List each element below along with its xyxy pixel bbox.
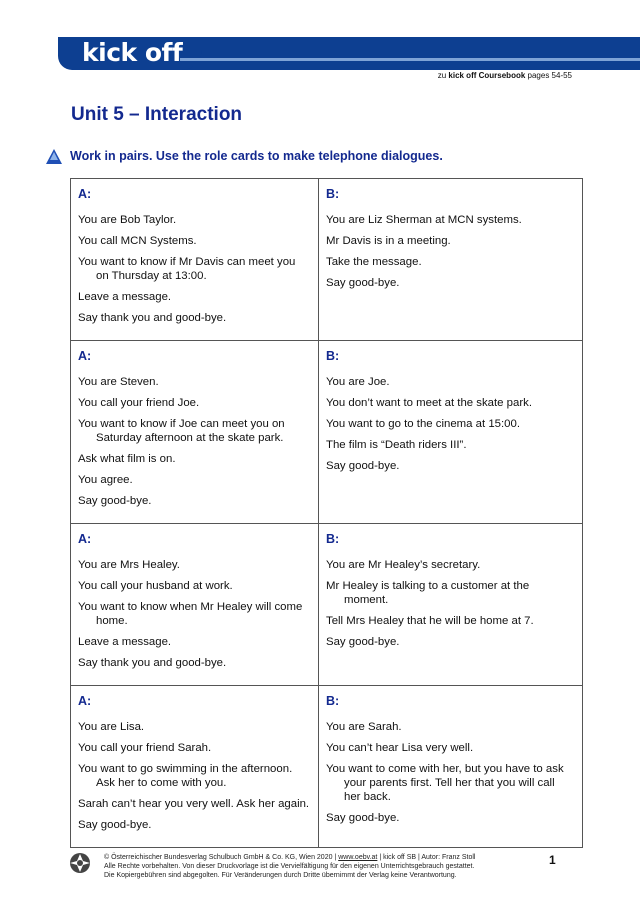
role-card-line: You are Mrs Healey. [78,559,180,571]
role-card-label: B: [326,694,340,708]
role-card-line: Tell Mrs Healey that he will be home at 7. [326,615,534,627]
coursebook-reference [438,71,572,80]
role-card-line: You want to know if Mr Davis can meet you on Thursday at 13:00. [78,256,296,282]
role-card-line: Say good-bye. [326,636,400,648]
role-card-line: You are Steven. [78,376,159,388]
role-card-label: A: [78,349,92,363]
role-card-label: B: [326,532,340,546]
header-banner-stripe [180,58,640,61]
role-card-line: You want to know when Mr Healey will come home. [78,601,303,627]
role-cards-table [70,178,583,848]
footer-book: kick off SB [383,854,417,861]
role-card-line: Say good-bye. [326,460,400,472]
role-card-1-a [71,179,319,341]
role-card-line: You are Sarah. [326,721,402,733]
role-card-line: Say good-bye. [78,819,152,831]
ref-book: kick off Coursebook [448,71,526,80]
role-card-line: Sarah can’t hear you very well. Ask her again. [78,798,310,810]
role-card-label: A: [78,694,92,708]
triangle-icon [46,149,62,164]
role-card-line: Leave a message. [78,636,172,648]
role-card-line: You can’t hear Lisa very well. [326,742,474,754]
role-card-4-b [319,686,582,848]
role-card-line: Say good-bye. [78,495,152,507]
role-card-4-a [71,686,319,848]
footer-author: Autor: Franz Stoll [421,854,476,861]
role-card-line: The film is “Death riders III”. [326,439,467,451]
role-card-line: You are Joe. [326,376,390,388]
role-card-line: You are Lisa. [78,721,145,733]
role-card-line: Say good-bye. [326,277,400,289]
role-card-label: A: [78,532,92,546]
ref-pages: pages 54-55 [525,71,572,80]
role-card-2-b [319,341,582,524]
role-card-3-a [71,524,319,686]
role-card-line: You want to go to the cinema at 15:00. [326,418,520,430]
footer-copyright-text: © Österreichischer Bundesverlag Schulbuch GmbH & Co. KG, Wien 2020 [104,854,333,861]
role-card-line: You call your friend Sarah. [78,742,212,754]
role-card-2-a [71,341,319,524]
footer-link[interactable]: www.oebv.at [338,854,378,861]
role-card-line: You are Liz Sherman at MCN systems. [326,214,522,226]
oebv-logo-icon [68,851,92,875]
role-card-line: You call MCN Systems. [78,235,197,247]
footer-line-3: Die Kopiergebühren sind abgegolten. Für Veränderungen durch Dritte übernimmt der Verlag keine Verantwortung. [104,872,457,879]
role-card-line: You call your friend Joe. [78,397,200,409]
role-card-line: Mr Healey is talking to a customer at the moment. [326,580,530,606]
footer-line-1: © Österreichischer Bundesverlag Schulbuch GmbH & Co. KG, Wien 2020 | www.oebv.at | kick off SB | Autor: Franz Stoll [104,854,476,861]
role-card-line: Ask what film is on. [78,453,176,465]
role-card-line: Mr Davis is in a meeting. [326,235,451,247]
role-card-line: Say thank you and good-bye. [78,657,227,669]
role-card-label: B: [326,187,340,201]
role-card-3-b [319,524,582,686]
page-number: 1 [549,853,556,867]
role-card-line: Leave a message. [78,291,172,303]
role-card-line: You want to know if Joe can meet you on Saturday afternoon at the skate park. [78,418,285,444]
role-card-label: A: [78,187,92,201]
role-card-label: B: [326,349,340,363]
ref-prefix: zu [437,71,449,80]
role-card-line: You want to come with her, but you have to ask your parents first. Tell her that you will call her back. [326,763,564,803]
role-card-line: Say good-bye. [326,812,400,824]
page-title: Unit 5 – Interaction [71,104,243,125]
instruction-text: Work in pairs. Use the role cards to make telephone dialogues. [70,149,443,163]
footer-line-2: Alle Rechte vorbehalten. Von dieser Druckvorlage ist die Vervielfältigung für den eigenen Unterrichtsgebrauch gestattet. [104,863,475,870]
role-card-line: You call your husband at work. [78,580,233,592]
role-card-line: You are Bob Taylor. [78,214,177,226]
role-card-line: You are Mr Healey’s secretary. [326,559,481,571]
role-card-line: Take the message. [326,256,422,268]
role-card-line: You don’t want to meet at the skate park. [326,397,533,409]
role-card-line: Say thank you and good-bye. [78,312,227,324]
role-card-line: You want to go swimming in the afternoon. Ask her to come with you. [78,763,293,789]
brand-logo: kick off [82,38,183,67]
role-card-1-b [319,179,582,341]
footer-copyright [104,853,475,880]
role-card-line: You agree. [78,474,133,486]
